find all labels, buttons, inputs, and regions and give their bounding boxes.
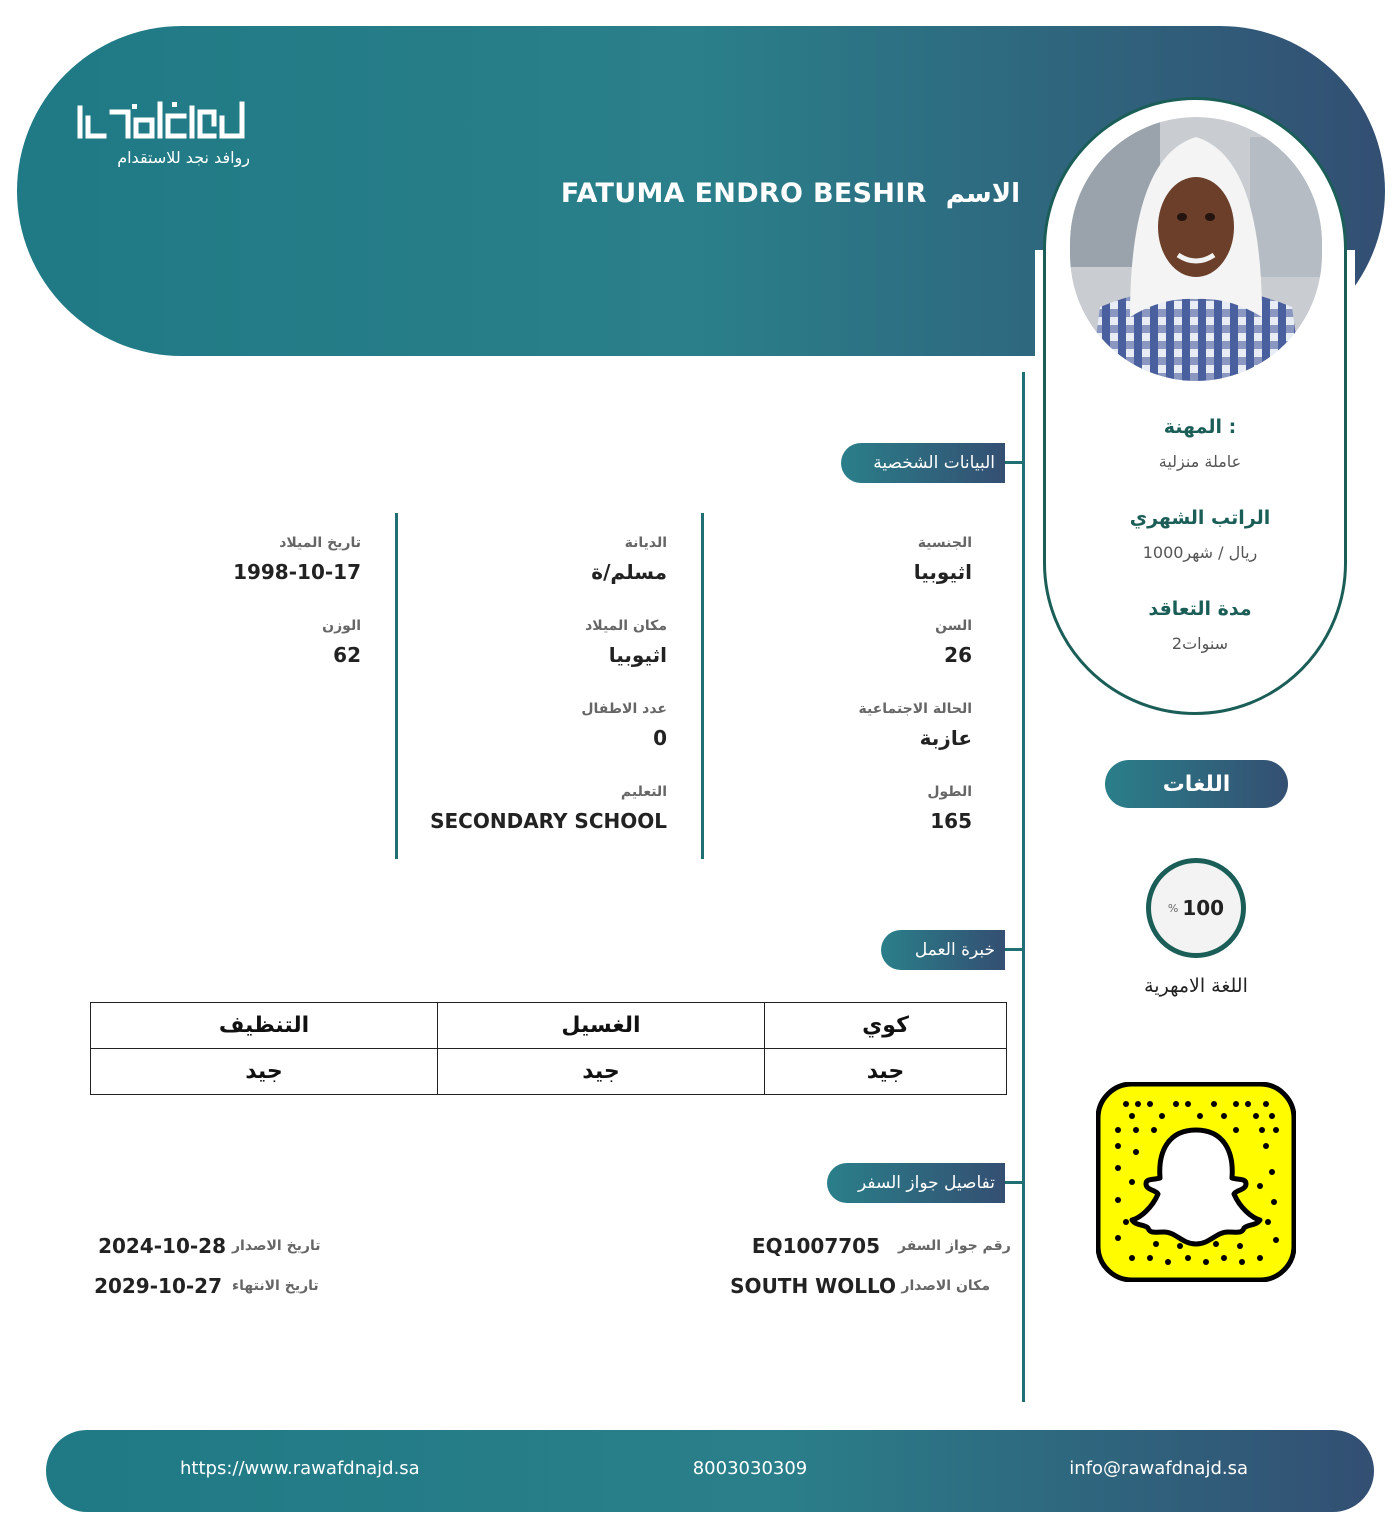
snapchat-code[interactable] [1096, 1082, 1296, 1282]
marital-status-value: عازبة [919, 726, 972, 750]
footer-email-link[interactable]: info@rawafdnajd.sa [1069, 1458, 1248, 1479]
skill-header-cleaning: التنظيف [91, 1003, 438, 1049]
percent-sign: % [1167, 901, 1179, 915]
worker-photo [1070, 117, 1322, 381]
skill-header-washing: الغسيل [438, 1003, 765, 1049]
birthdate-label: تاريخ الميلاد [279, 535, 361, 551]
nationality-label: الجنسية [917, 535, 972, 551]
language-name: اللغة الامهرية [1144, 975, 1248, 997]
skill-level-cleaning: جيد [91, 1049, 438, 1095]
children-label: عدد الاطفال [581, 701, 667, 717]
salary-label: الراتب الشهري [1129, 507, 1271, 529]
issue-place-label: مكان الاصدار [901, 1278, 990, 1294]
skill-header-ironing: كوي [765, 1003, 1007, 1049]
children-value: 0 [653, 726, 667, 750]
skill-level-washing: جيد [438, 1049, 765, 1095]
timeline-line [1022, 372, 1025, 1402]
weight-value: 62 [333, 643, 361, 667]
languages-title: اللغات [1105, 760, 1288, 808]
expiry-date-label: تاريخ الانتهاء [232, 1278, 319, 1294]
religion-value: مسلم/ة [591, 560, 667, 584]
contract-label: مدة التعاقد [1148, 598, 1252, 620]
weight-label: الوزن [322, 618, 361, 634]
section-connector [1005, 461, 1023, 464]
personal-data-title: البيانات الشخصية [841, 443, 1005, 483]
skill-level-ironing: جيد [765, 1049, 1007, 1095]
section-connector [1005, 1181, 1023, 1184]
section-connector [1005, 948, 1023, 951]
language-percent: 100 [1182, 896, 1225, 920]
column-divider [395, 513, 398, 859]
company-logo-icon [72, 98, 248, 142]
name-value: FATUMA ENDRO BESHIR [560, 178, 927, 209]
birthplace-label: مكان الميلاد [585, 618, 667, 634]
passport-number-label: رقم جواز السفر [898, 1238, 1011, 1254]
nationality-value: اثيوبيا [913, 560, 972, 584]
marital-status-label: الحالة الاجتماعية [858, 701, 972, 717]
occupation-label: المهنة : [1163, 416, 1237, 438]
footer-phone[interactable]: 8003030309 [692, 1458, 808, 1479]
age-label: السن [935, 618, 972, 634]
passport-title: تفاصيل جواز السفر [827, 1163, 1005, 1203]
height-label: الطول [927, 784, 972, 800]
logo-subtitle: روافد نجد للاستقدام [117, 148, 250, 167]
name-label: الاسم [945, 179, 1020, 209]
table-row [91, 1049, 1007, 1095]
issue-date-label: تاريخ الاصدار [232, 1238, 321, 1254]
birthdate-value: 1998-10-17 [233, 560, 361, 584]
education-label: التعليم [620, 784, 667, 800]
religion-label: الديانة [624, 535, 667, 551]
birthplace-value: اثيوبيا [608, 643, 667, 667]
language-level-circle [1146, 858, 1246, 958]
issue-date-value: 2024-10-28 [98, 1234, 226, 1258]
expiry-date-value: 2029-10-27 [94, 1274, 222, 1298]
age-value: 26 [944, 643, 972, 667]
passport-number-value: EQ1007705 [751, 1234, 880, 1258]
contract-value: 2سنوات [1171, 634, 1229, 653]
column-divider [701, 513, 704, 859]
issue-place-value: SOUTH WOLLO [730, 1274, 896, 1298]
footer-website-link[interactable]: https://www.rawafdnajd.sa [180, 1458, 420, 1479]
education-value: SECONDARY SCHOOL [430, 809, 667, 833]
experience-title: خبرة العمل [881, 930, 1005, 970]
salary-value: 1000ريال / شهر [1142, 543, 1258, 562]
height-value: 165 [930, 809, 972, 833]
worker-name-line [560, 178, 1020, 209]
experience-table [90, 1002, 1007, 1095]
table-row [91, 1003, 1007, 1049]
occupation-value: عاملة منزلية [1158, 452, 1242, 471]
